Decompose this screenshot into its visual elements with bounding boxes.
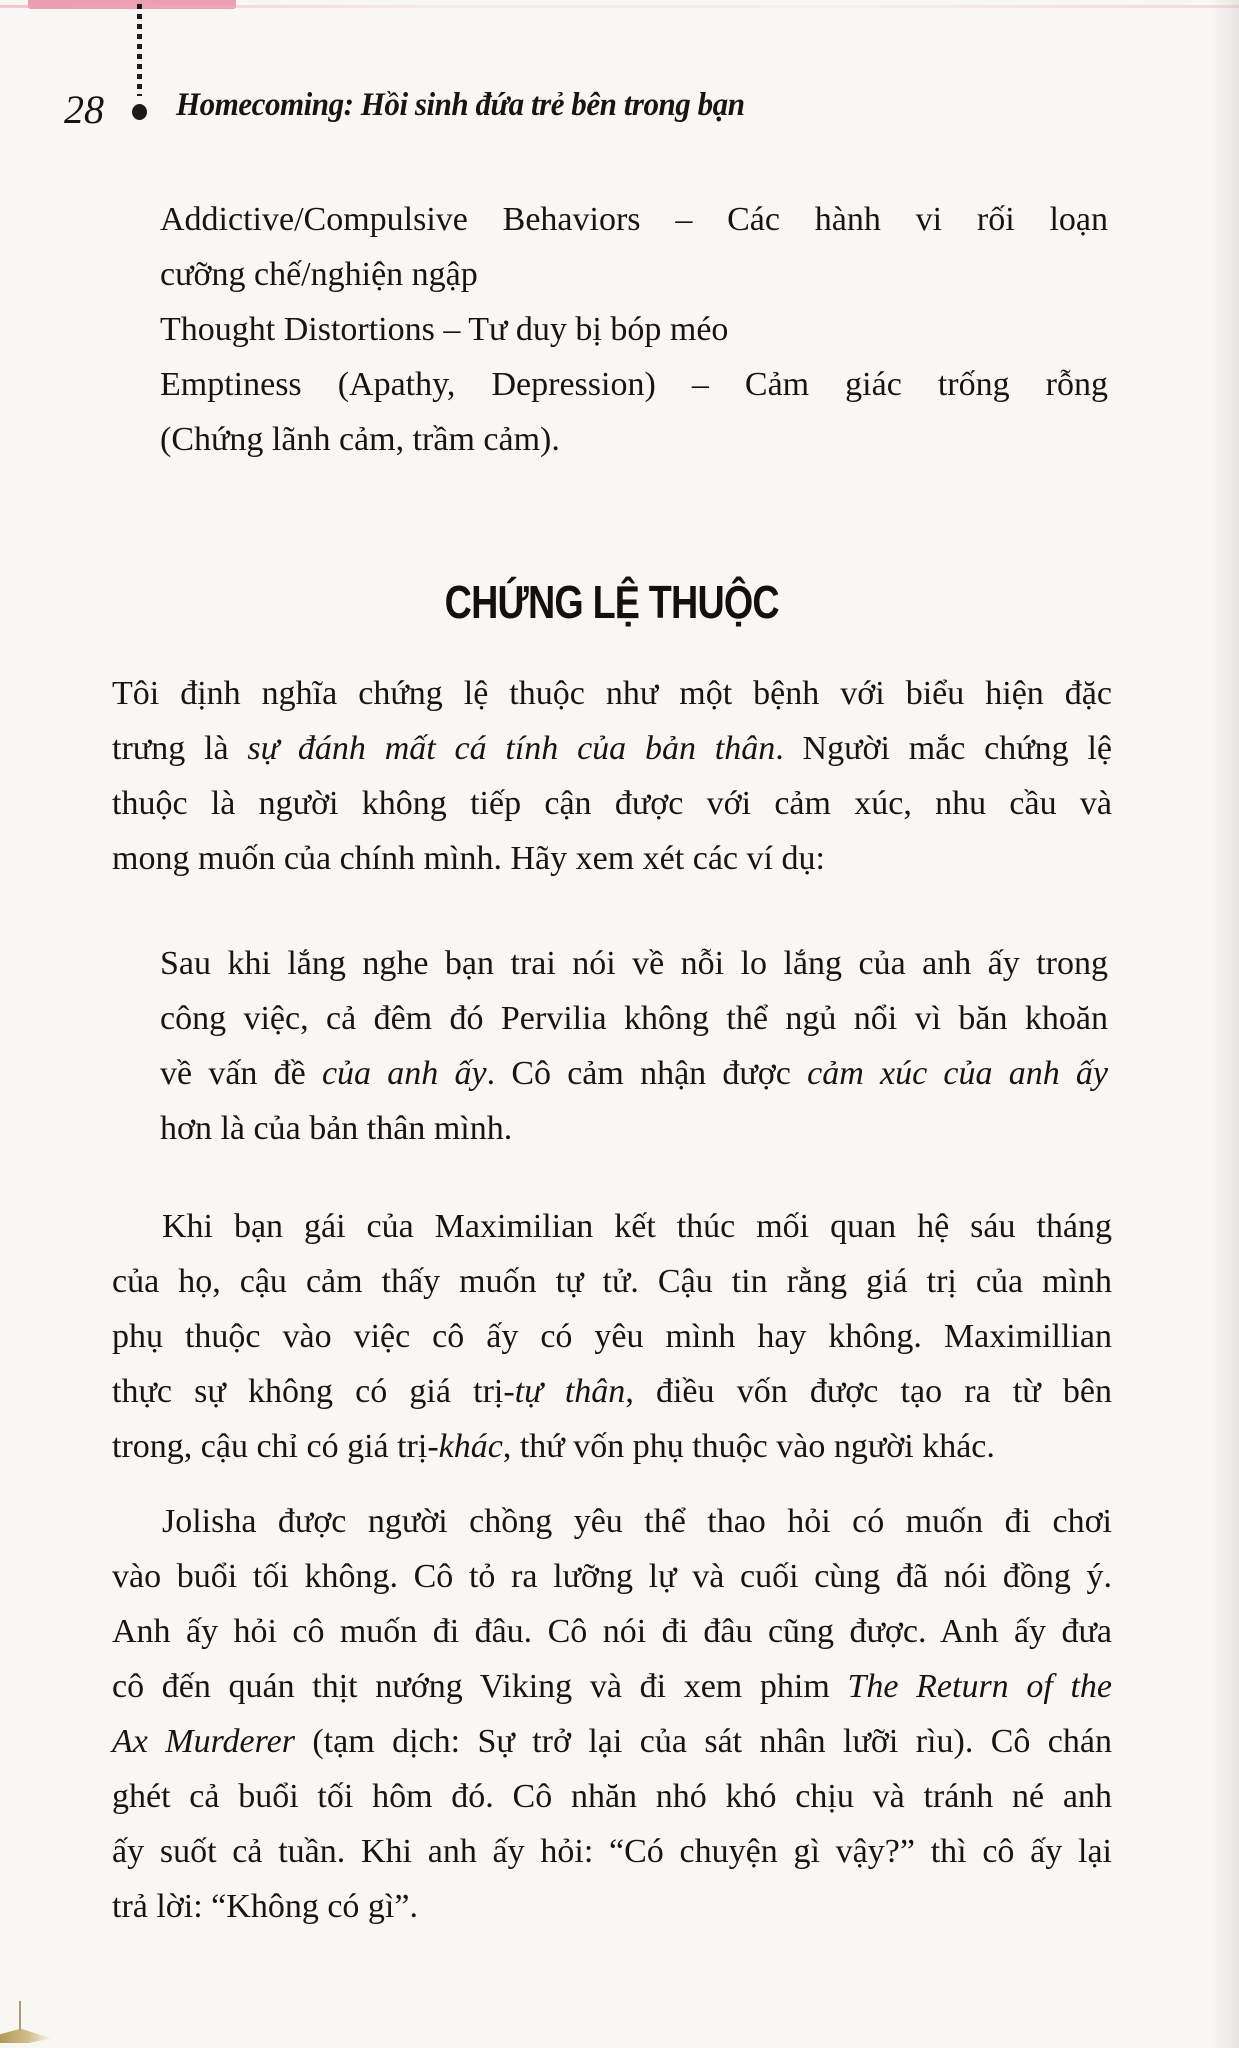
text-segment: về vấn đề	[160, 1055, 322, 1092]
text-line	[160, 936, 1108, 991]
text-segment: công việc, cả đêm đó Pervilia không thể ngủ nổi vì băn khoăn	[160, 1000, 1108, 1037]
text-segment: Emptiness (Apathy, Depression) – Cảm giác trống rỗng	[160, 366, 1108, 403]
italic-text-segment: khác	[438, 1428, 503, 1465]
text-segment: Tôi định nghĩa chứng lệ thuộc như một bệnh với biểu hiện đặc	[112, 675, 1112, 712]
italic-text-segment: cảm xúc của anh ấy	[807, 1055, 1109, 1092]
text-segment: trong, cậu chỉ có giá trị-	[112, 1428, 439, 1465]
text-line	[160, 1046, 1108, 1101]
text-line	[112, 1714, 1112, 1769]
text-line	[112, 1659, 1112, 1714]
text-segment: Thought Distortions – Tư duy bị bóp méo	[160, 311, 729, 348]
text-line	[112, 1879, 1112, 1934]
text-line	[112, 1309, 1112, 1364]
text-line	[160, 192, 1108, 247]
italic-text-segment: tự thân	[514, 1373, 626, 1410]
definition-list	[160, 192, 1108, 467]
running-title: Homecoming: Hồi sinh đứa trẻ bên trong bạn	[176, 87, 745, 123]
italic-text-segment: Ax Murderer	[112, 1723, 295, 1760]
text-line	[112, 1419, 1112, 1474]
section-heading-text: CHỨNG LỆ THUỘC	[444, 576, 780, 628]
text-line	[112, 831, 1112, 886]
section-heading	[112, 576, 1112, 628]
text-segment: thực sự không có giá trị-	[112, 1373, 515, 1410]
text-line	[112, 721, 1112, 776]
page-edge-shadow	[1211, 0, 1239, 2048]
italic-text-segment: sự đánh mất cá tính của bản thân	[247, 730, 776, 767]
text-segment: trưng là	[112, 730, 248, 767]
text-segment: , thứ vốn phụ thuộc vào người khác.	[502, 1428, 995, 1465]
text-segment: trả lời: “Không có gì”.	[112, 1888, 418, 1925]
text-segment: ghét cả buổi tối hôm đó. Cô nhăn nhó khó chịu và tránh né anh	[112, 1778, 1112, 1815]
text-segment: Jolisha được người chồng yêu thể thao hỏi có muốn đi chơi	[162, 1503, 1112, 1540]
text-line	[112, 666, 1112, 721]
page-number: 28	[64, 87, 104, 132]
italic-text-segment: The Return of the	[847, 1668, 1112, 1705]
text-segment: . Người mắc chứng lệ	[775, 730, 1113, 767]
italic-text-segment: của anh ấy	[321, 1055, 487, 1092]
text-segment: phụ thuộc vào việc cô ấy có yêu mình hay không. Maximillian	[112, 1318, 1112, 1355]
text-segment: vào buổi tối không. Cô tỏ ra lưỡng lự và cuối cùng đã nói đồng ý.	[112, 1558, 1112, 1595]
text-segment: , điều vốn được tạo ra từ bên	[625, 1373, 1113, 1410]
text-segment: (Chứng lãnh cảm, trầm cảm).	[160, 421, 560, 458]
text-line	[112, 1364, 1112, 1419]
text-line	[160, 302, 1108, 357]
dotted-separator	[137, 4, 142, 96]
text-segment: cô đến quán thịt nướng Viking và đi xem phim	[112, 1668, 848, 1705]
text-segment: thuộc là người không tiếp cận được với cảm xúc, nhu cầu và	[112, 785, 1112, 822]
corner-smudge-artifact	[0, 2027, 52, 2043]
top-scan-line	[0, 5, 1239, 8]
text-line	[160, 357, 1108, 412]
text-line	[160, 991, 1108, 1046]
separator-dot	[132, 104, 147, 120]
text-line	[112, 1494, 1112, 1549]
text-segment: ấy suốt cả tuần. Khi anh ấy hỏi: “Có chuyện gì vậy?” thì cô ấy lại	[112, 1833, 1112, 1870]
text-line	[112, 1254, 1112, 1309]
text-line	[112, 776, 1112, 831]
pervilia-quote	[160, 936, 1108, 1156]
text-line	[112, 1769, 1112, 1824]
text-segment: hơn là của bản thân mình.	[160, 1110, 513, 1147]
text-segment: mong muốn của chính mình. Hãy xem xét các ví dụ:	[112, 840, 825, 877]
text-segment: Sau khi lắng nghe bạn trai nói về nỗi lo lắng của anh ấy trong	[160, 945, 1108, 982]
text-line	[160, 247, 1108, 302]
intro-paragraph	[112, 666, 1112, 886]
text-line	[112, 1604, 1112, 1659]
text-line	[160, 412, 1108, 467]
text-line	[112, 1824, 1112, 1879]
text-segment: Addictive/Compulsive Behaviors – Các hành vi rối loạn	[160, 201, 1108, 238]
text-segment: của họ, cậu cảm thấy muốn tự tử. Cậu tin rằng giá trị của mình	[112, 1263, 1112, 1300]
text-line	[112, 1549, 1112, 1604]
text-segment: cưỡng chế/nghiện ngập	[160, 256, 478, 293]
text-segment: . Cô cảm nhận được	[486, 1055, 808, 1092]
jolisha-paragraph	[112, 1494, 1112, 1934]
text-segment: (tạm dịch: Sự trở lại của sát nhân lưỡi rìu). Cô chán	[294, 1723, 1112, 1760]
text-line	[112, 1199, 1112, 1254]
text-segment: Khi bạn gái của Maximilian kết thúc mối quan hệ sáu tháng	[162, 1208, 1112, 1245]
text-line	[160, 1101, 1108, 1156]
corner-hairline-artifact	[19, 2001, 21, 2031]
maximilian-paragraph	[112, 1199, 1112, 1474]
text-segment: Anh ấy hỏi cô muốn đi đâu. Cô nói đi đâu cũng được. Anh ấy đưa	[112, 1613, 1112, 1650]
